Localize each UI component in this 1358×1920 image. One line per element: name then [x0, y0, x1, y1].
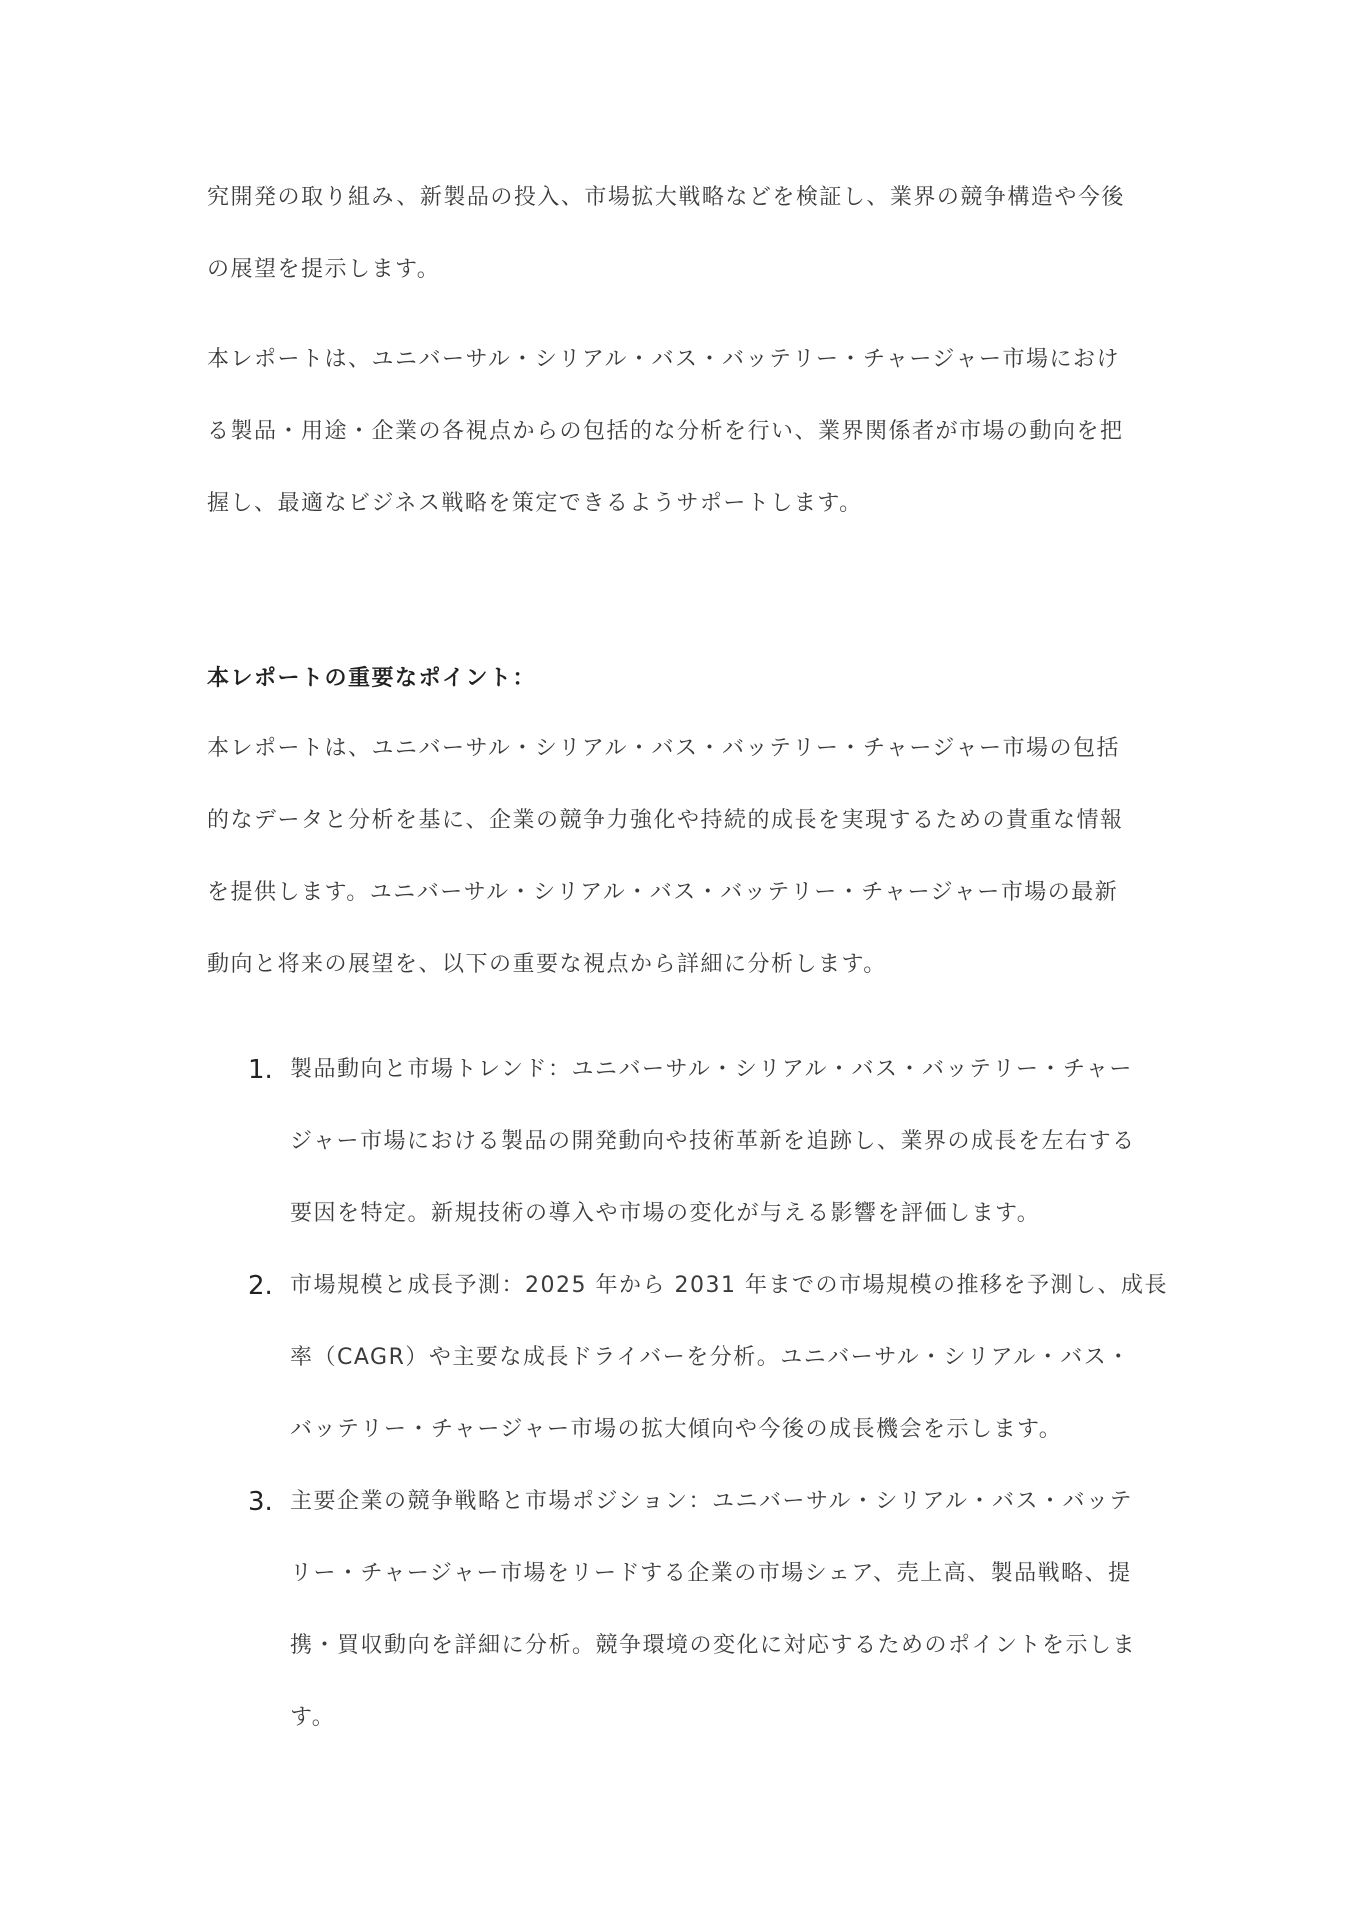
list-item-line: バッテリー・チャージャー市場の拡大傾向や今後の成長機会を示します。	[290, 1417, 1063, 1442]
paragraph-line: 本レポートは、ユニバーサル・シリアル・バス・バッテリー・チャージャー市場の包括	[207, 736, 1120, 761]
list-item-text	[290, 1250, 1168, 1466]
list-item-line: 率（CAGR）や主要な成長ドライバーを分析。ユニバーサル・シリアル・バス・	[290, 1345, 1131, 1370]
list-item-line: リー・チャージャー市場をリードする企業の市場シェア、売上高、製品戦略、提	[290, 1561, 1132, 1586]
list-item-text	[290, 1466, 1136, 1754]
paragraph-line: 本レポートは、ユニバーサル・シリアル・バス・バッテリー・チャージャー市場におけ	[207, 347, 1120, 372]
list-item-line: す。	[290, 1705, 336, 1730]
paragraph-line: る製品・用途・企業の各視点からの包括的な分析を行い、業界関係者が市場の動向を把	[207, 419, 1124, 444]
paragraph-line: 動向と将来の展望を、以下の重要な視点から詳細に分析します。	[207, 952, 887, 977]
intro-continued-paragraph	[207, 162, 1167, 306]
list-item-number: 1.	[248, 1055, 273, 1085]
list-item-line: 製品動向と市場トレンド：ユニバーサル・シリアル・バス・バッテリー・チャー	[290, 1057, 1133, 1082]
paragraph-line: 的なデータと分析を基に、企業の競争力強化や持続的成長を実現するための貴重な情報	[207, 808, 1124, 833]
list-item-line: ジャー市場における製品の開発動向や技術革新を追跡し、業界の成長を左右する	[290, 1129, 1136, 1154]
paragraph-line: 究開発の取り組み、新製品の投入、市場拡大戦略などを検証し、業界の競争構造や今後	[207, 185, 1125, 210]
key-points-intro-paragraph	[207, 713, 1167, 1001]
paragraph-line: 握し、最適なビジネス戦略を策定できるようサポートします。	[207, 491, 863, 516]
key-points-heading: 本レポートの重要なポイント：	[207, 666, 537, 691]
paragraph-line: の展望を提示します。	[207, 257, 441, 282]
list-item-line: 市場規模と成長予測：2025 年から 2031 年までの市場規模の推移を予測し、成長	[290, 1273, 1168, 1298]
list-item-line: 携・買収動向を詳細に分析。競争環境の変化に対応するためのポイントを示しま	[290, 1633, 1137, 1658]
list-item-text	[290, 1034, 1136, 1250]
summary-paragraph	[207, 324, 1167, 540]
list-item-line: 要因を特定。新規技術の導入や市場の変化が与える影響を評価します。	[290, 1201, 1041, 1226]
paragraph-line: を提供します。ユニバーサル・シリアル・バス・バッテリー・チャージャー市場の最新	[207, 880, 1119, 905]
list-item-number: 2.	[248, 1271, 273, 1301]
list-item-number: 3.	[248, 1487, 273, 1517]
list-item-line: 主要企業の競争戦略と市場ポジション：ユニバーサル・シリアル・バス・バッテ	[290, 1489, 1134, 1514]
